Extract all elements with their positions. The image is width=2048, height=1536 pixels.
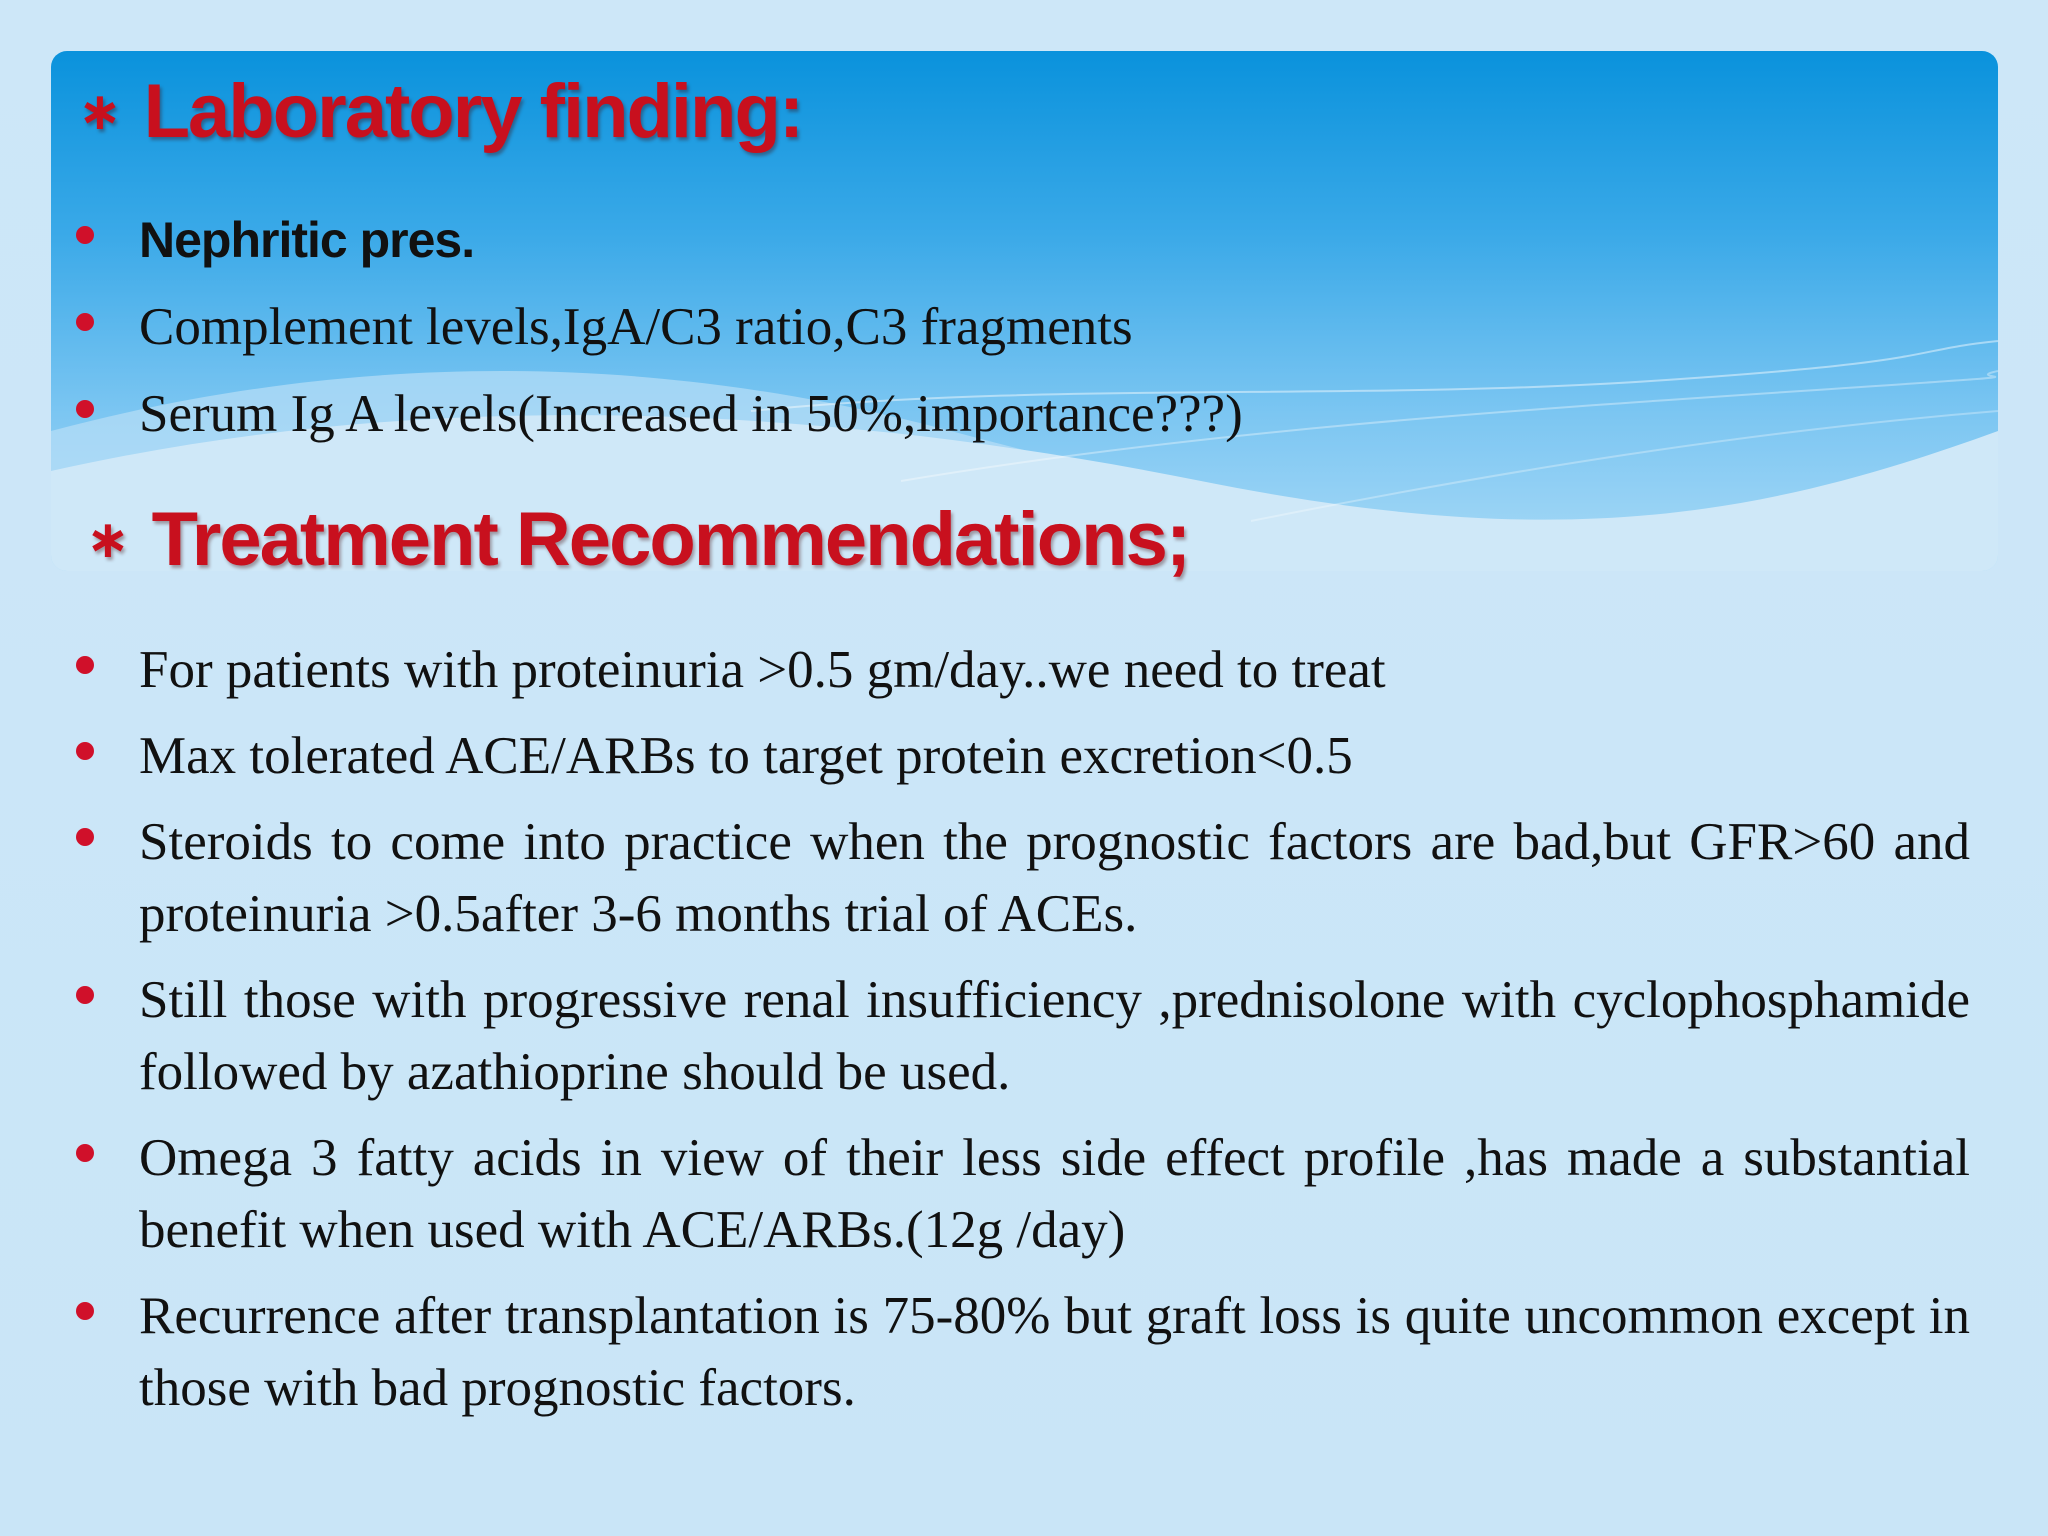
list-item	[0, 204, 2048, 276]
list-item-text: Omega 3 fatty acids in view of their less side effect profile ,has made a substantial benefit when used with ACE/ARBs.(12g /day)	[139, 1129, 1970, 1259]
list-item-text: Max tolerated ACE/ARBs to target protein excretion<0.5	[139, 727, 1353, 785]
bullet-dot-icon	[76, 1302, 94, 1320]
asterisk-icon: ∗	[78, 83, 122, 141]
list-item-text: Still those with progressive renal insufficiency ,prednisolone with cyclophosphamide followed by azathioprine should be used.	[139, 971, 1970, 1101]
list-item	[0, 1280, 2048, 1424]
bullet-dot-icon	[76, 400, 94, 418]
list-item-text: Nephritic pres.	[139, 212, 475, 268]
bullet-dot-icon	[76, 1144, 94, 1162]
list-item	[0, 720, 2048, 792]
list-item	[0, 378, 2048, 450]
treatment-list	[0, 634, 2048, 1438]
bullet-dot-icon	[76, 226, 94, 244]
asterisk-icon: ∗	[86, 511, 130, 569]
list-item	[0, 964, 2048, 1108]
list-item	[0, 634, 2048, 706]
list-item	[0, 1122, 2048, 1266]
list-item-text: Steroids to come into practice when the prognostic factors are bad,but GFR>60 and proteinuria >0.5after 3-6 months trial of ACEs.	[139, 813, 1970, 943]
bullet-dot-icon	[76, 656, 94, 674]
list-item-text: Recurrence after transplantation is 75-80% but graft loss is quite uncommon except in those with bad prognostic factors.	[139, 1287, 1970, 1417]
treatment-heading-text: Treatment Recommendations;	[151, 497, 1190, 582]
lab-findings-list	[0, 204, 2048, 465]
list-item	[0, 806, 2048, 950]
bullet-dot-icon	[76, 986, 94, 1004]
list-item-text: Complement levels,IgA/C3 ratio,C3 fragments	[139, 298, 1133, 356]
bullet-dot-icon	[76, 828, 94, 846]
treatment-heading	[86, 496, 1189, 583]
lab-heading-text: Laboratory finding:	[143, 69, 803, 154]
bullet-dot-icon	[76, 742, 94, 760]
list-item	[0, 291, 2048, 363]
list-item-text: For patients with proteinuria >0.5 gm/day..we need to treat	[139, 641, 1386, 699]
list-item-text: Serum Ig A levels(Increased in 50%,importance???)	[139, 385, 1243, 443]
bullet-dot-icon	[76, 313, 94, 331]
lab-heading	[78, 68, 802, 155]
